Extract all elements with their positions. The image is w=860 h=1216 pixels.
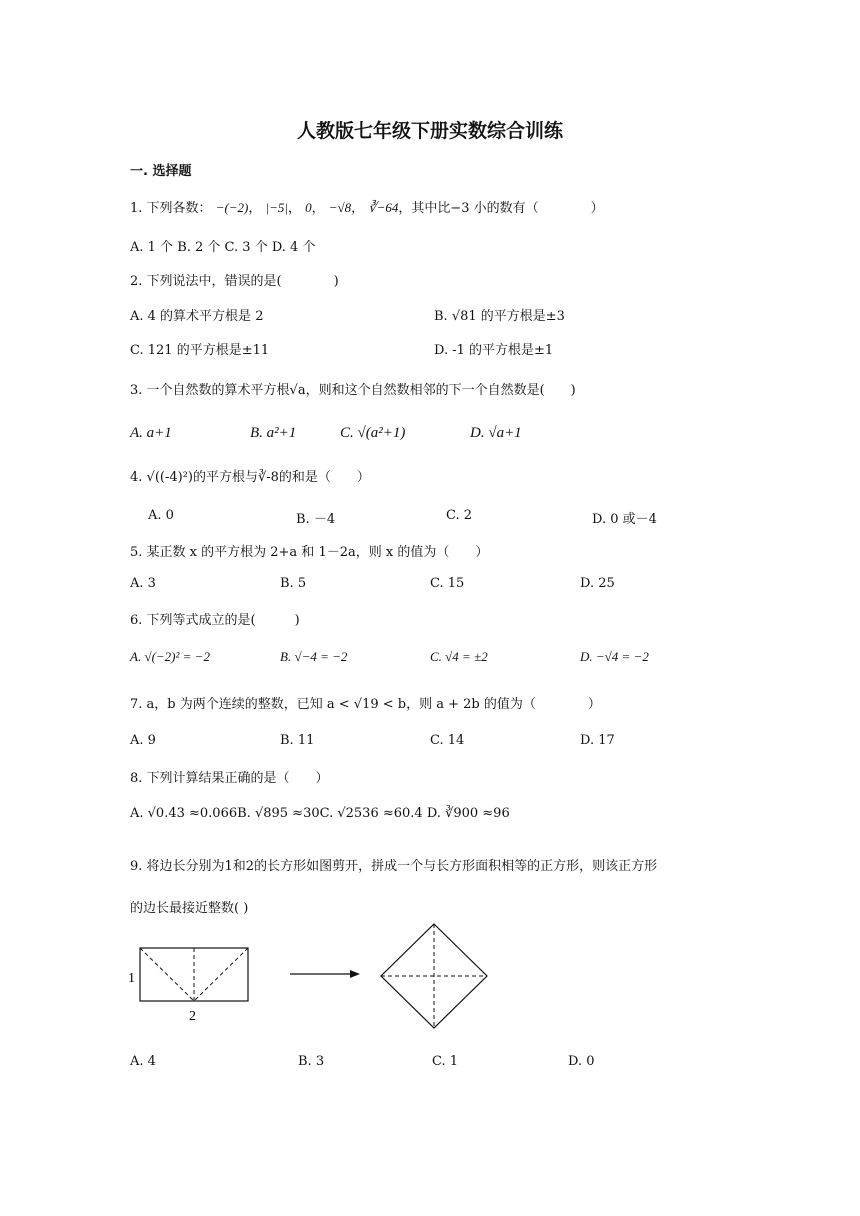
q5-option-b: B. 5 xyxy=(280,576,307,591)
q6-option-d: D. −√4 = −2 xyxy=(580,649,649,664)
q4-option-a: A. 0 xyxy=(148,508,174,523)
q2-option-d: D. -1 的平方根是±1 xyxy=(434,343,554,358)
q3-option-a: A. a+1 xyxy=(130,425,172,441)
q1-item-3: 0 xyxy=(305,200,312,215)
q7-option-d: D. 17 xyxy=(580,733,615,748)
q2-option-b: B. √81 的平方根是±3 xyxy=(434,309,565,324)
q1-item-5: ∛−64 xyxy=(368,200,399,215)
q9-figure xyxy=(120,920,520,1030)
page-title: 人教版七年级下册实数综合训练 xyxy=(296,120,563,142)
question-7-stem: 7. a，b 为两个连续的整数，已知 a < √19 < b，则 a + 2b 的值为（ ） xyxy=(130,697,601,712)
q9-option-d: D. 0 xyxy=(568,1054,595,1069)
q3-option-d: D. √a+1 xyxy=(470,425,522,441)
q1-options: A. 1 个 B. 2 个 C. 3 个 D. 4 个 xyxy=(130,240,316,255)
q1-suffix: ，其中比−3 小的数有（ ） xyxy=(398,201,604,216)
q9-option-c: C. 1 xyxy=(432,1054,459,1069)
q8-options: A. √0.43 ≈0.066B. √895 ≈30C. √2536 ≈60.4 D. ∛900 ≈96 xyxy=(130,806,510,821)
q6-option-c: C. √4 = ±2 xyxy=(430,649,488,664)
q7-option-a: A. 9 xyxy=(130,733,156,748)
question-8-stem: 8. 下列计算结果正确的是（ ） xyxy=(130,771,329,786)
q2-option-a: A. 4 的算术平方根是 2 xyxy=(130,309,264,324)
question-2-stem: 2. 下列说法中，错误的是( ) xyxy=(130,274,339,289)
q1-item-2: |−5| xyxy=(265,200,288,215)
q4-option-b: B. －4 xyxy=(296,512,336,527)
section-heading: 一. 选择题 xyxy=(130,164,192,179)
question-4-stem: 4. √((-4)²)的平方根与∛-8的和是（ ） xyxy=(130,470,370,485)
q3-option-c: C. √(a²+1) xyxy=(340,425,406,441)
q2-option-c: C. 121 的平方根是±11 xyxy=(130,343,270,358)
q4-option-c: C. 2 xyxy=(446,508,473,523)
question-9-stem-line1: 9. 将边长分别为1和2的长方形如图剪开，拼成一个与长方形面积相等的正方形，则该正方形 xyxy=(130,859,658,874)
q7-option-b: B. 11 xyxy=(280,733,315,748)
question-5-stem: 5. 某正数 x 的平方根为 2+a 和 1－2a，则 x 的值为（ ） xyxy=(130,545,489,560)
q9-option-b: B. 3 xyxy=(298,1054,325,1069)
q1-prefix: 1. 下列各数： xyxy=(130,201,212,216)
rect-right-diagonal xyxy=(194,948,248,1001)
rect-left-diagonal xyxy=(140,948,194,1001)
q6-option-a: A. √(−2)² = −2 xyxy=(130,649,210,664)
q5-option-c: C. 15 xyxy=(430,576,465,591)
q5-option-a: A. 3 xyxy=(130,576,156,591)
q7-option-c: C. 14 xyxy=(430,733,465,748)
q1-item-1: −(−2) xyxy=(215,200,249,215)
q1-item-4: −√8 xyxy=(328,200,352,215)
q5-option-d: D. 25 xyxy=(580,576,615,591)
side-label: 1 xyxy=(128,971,135,986)
bottom-label: 2 xyxy=(189,1009,196,1024)
question-1: 1. 下列各数： −(−2)， |−5|， 0， −√8， ∛−64，其中比−3 小的数有（ ） xyxy=(130,200,604,216)
q6-option-b: B. √−4 = −2 xyxy=(280,649,348,664)
arrow-head-icon xyxy=(350,970,360,978)
q3-option-b: B. a²+1 xyxy=(250,425,297,441)
q4-option-d: D. 0 或－4 xyxy=(592,512,657,527)
q9-option-a: A. 4 xyxy=(130,1054,156,1069)
question-6-stem: 6. 下列等式成立的是( ) xyxy=(130,613,300,628)
question-9-stem-line2: 的边长最接近整数( ) xyxy=(130,901,249,916)
question-3-stem: 3. 一个自然数的算术平方根√a，则和这个自然数相邻的下一个自然数是( ) xyxy=(130,383,576,398)
